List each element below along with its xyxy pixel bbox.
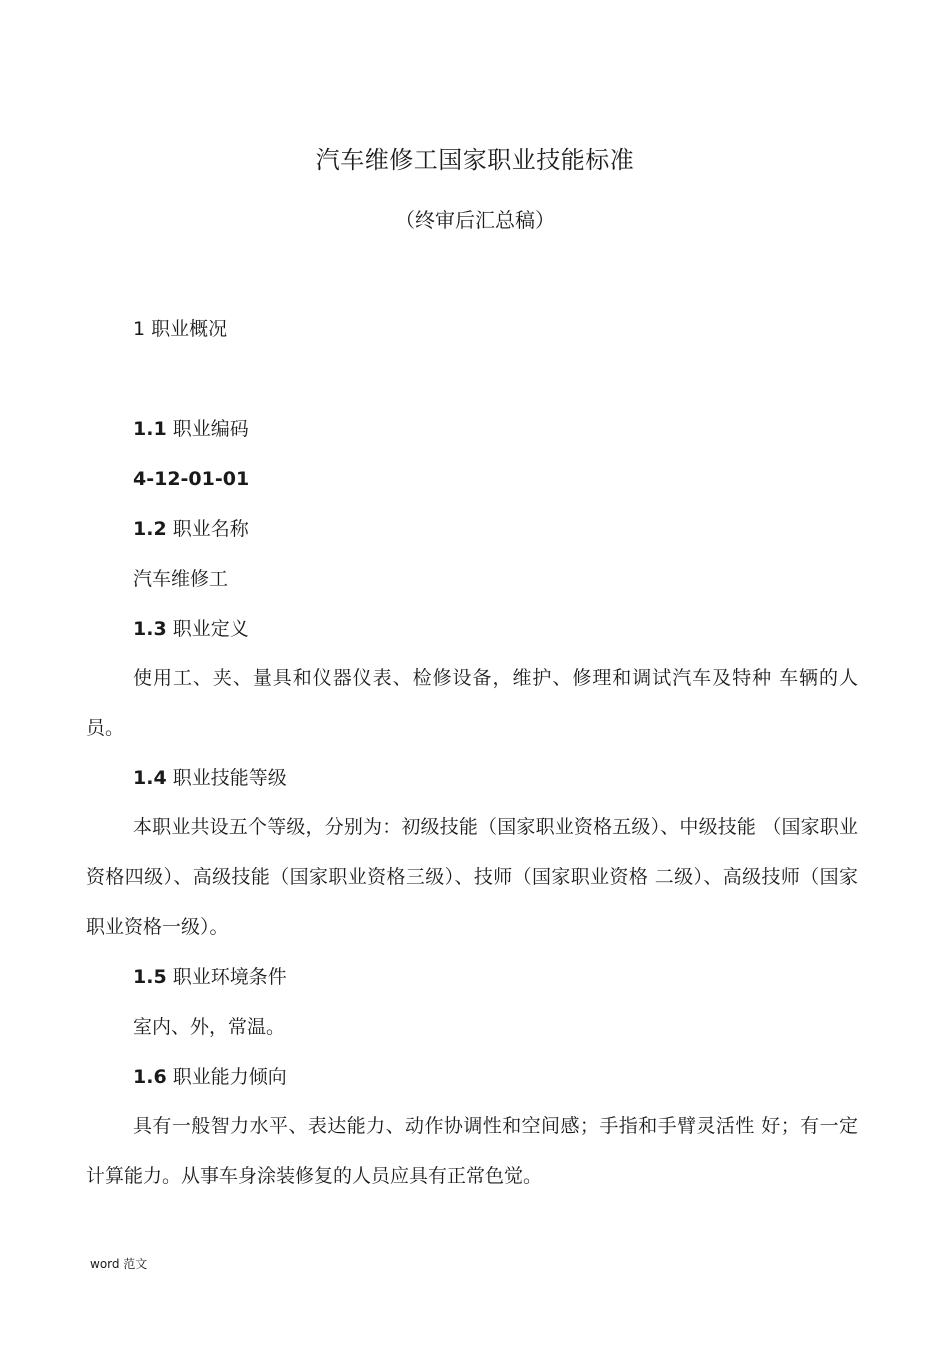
section-heading-1-4	[133, 765, 287, 791]
section-label: 职业定义	[172, 618, 249, 640]
occupation-code: 4-12-01-01	[133, 468, 250, 490]
section-label: 职业编码	[172, 418, 249, 440]
definition-paragraph: 使用工、夹、量具和仪器仪表、检修设备，维护、修理和调试汽车及特种 车辆的人员。	[86, 667, 858, 739]
section-number: 1.5	[133, 966, 167, 988]
section-heading-1-5	[133, 964, 287, 990]
section-number: 1.3	[133, 618, 167, 640]
environment-text: 室内、外，常温。	[133, 1016, 286, 1038]
ability-paragraph: 具有一般智力水平、表达能力、动作协调性和空间感；手指和手臂灵活性 好；有一定计算能力。从事车身涂装修复的人员应具有正常色觉。	[86, 1115, 858, 1187]
chapter-heading: 1 职业概况	[133, 318, 228, 340]
section-label: 职业名称	[172, 518, 249, 540]
section-label: 职业环境条件	[172, 966, 287, 988]
section-heading-1-2	[133, 516, 249, 542]
occupation-name: 汽车维修工	[133, 568, 229, 590]
section-label: 职业能力倾向	[172, 1066, 287, 1088]
section-number: 1.1	[133, 418, 167, 440]
document-title: 汽车维修工国家职业技能标准	[315, 146, 635, 174]
levels-paragraph: 本职业共设五个等级，分别为：初级技能（国家职业资格五级）、中级技能 （国家职业资格四级）、高级技能（国家职业资格三级）、技师（国家职业资格 二级）、高级技师（国家职业资格一级）。	[86, 816, 858, 938]
section-number: 1.6	[133, 1066, 167, 1088]
page-footer: word 范文	[90, 1257, 148, 1271]
section-heading-1-6	[133, 1064, 287, 1090]
section-label: 职业技能等级	[172, 767, 287, 789]
section-heading-1-1	[133, 416, 249, 442]
document-subtitle: （终审后汇总稿）	[395, 208, 555, 232]
section-heading-1-3	[133, 616, 249, 642]
section-number: 1.2	[133, 518, 167, 540]
section-number: 1.4	[133, 767, 167, 789]
